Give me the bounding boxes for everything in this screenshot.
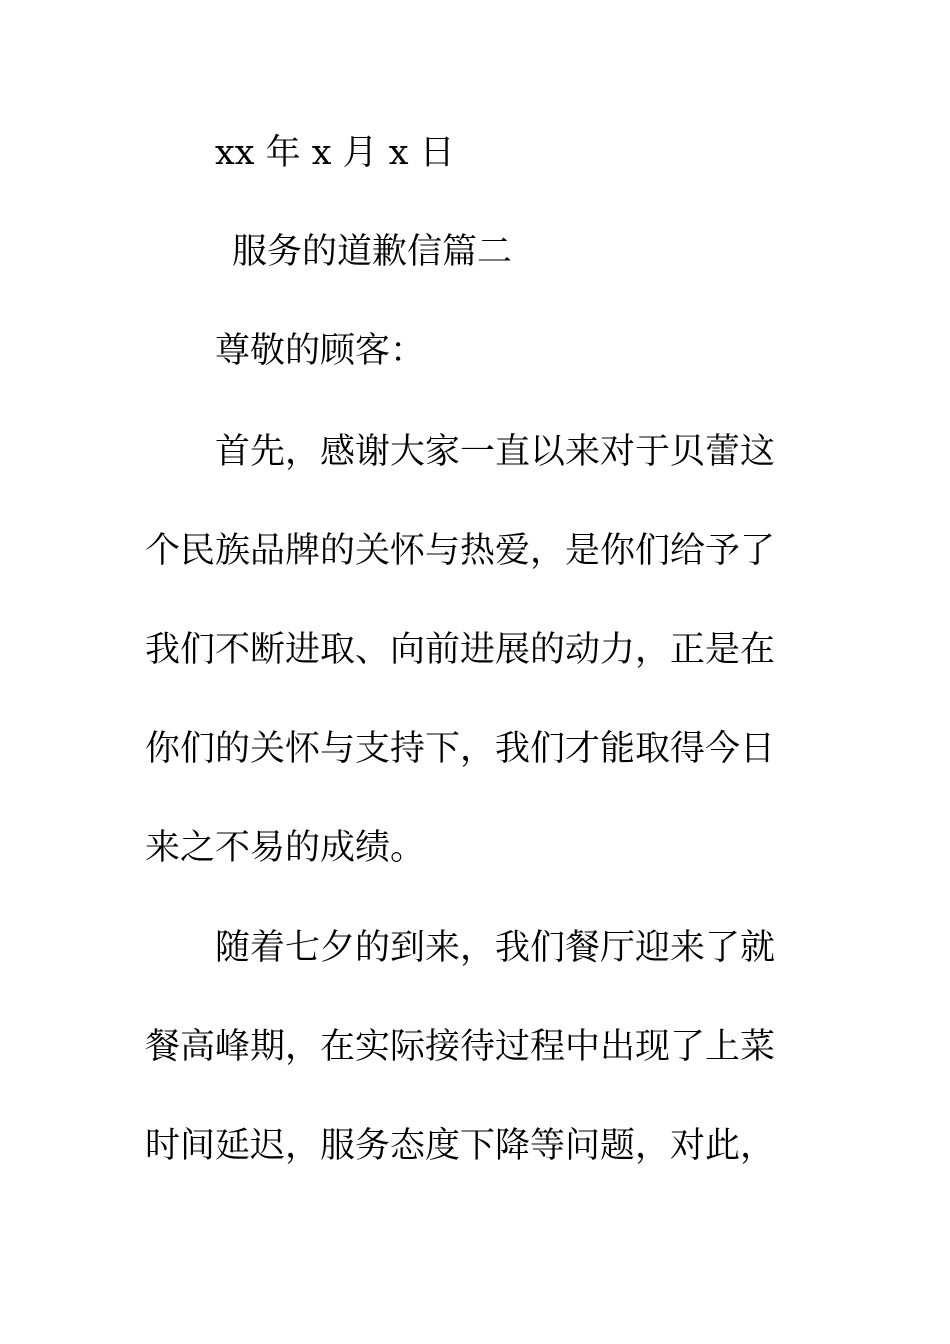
salutation: 尊敬的顾客： — [215, 331, 426, 371]
paragraph-line: 来之不易的成绩。 — [145, 828, 426, 868]
paragraph-line: 时间延迟，服务态度下降等问题，对此， — [145, 1126, 776, 1166]
paragraph-line: 我们不断进取、向前进展的动力，正是在 — [145, 630, 776, 670]
paragraph-line: 餐高峰期，在实际接待过程中出现了上菜 — [145, 1027, 776, 1067]
paragraph-line: 你们的关怀与支持下，我们才能取得今日 — [145, 729, 776, 769]
date-line: xx 年 x 月 x 日 — [215, 133, 455, 173]
paragraph-line: 首先，感谢大家一直以来对于贝蕾这 — [215, 432, 776, 472]
paragraph-line: 随着七夕的到来，我们餐厅迎来了就 — [215, 928, 776, 968]
paragraph-line: 个民族品牌的关怀与热爱，是你们给予了 — [145, 531, 776, 571]
section-title: 服务的道歉信篇二 — [232, 232, 513, 272]
